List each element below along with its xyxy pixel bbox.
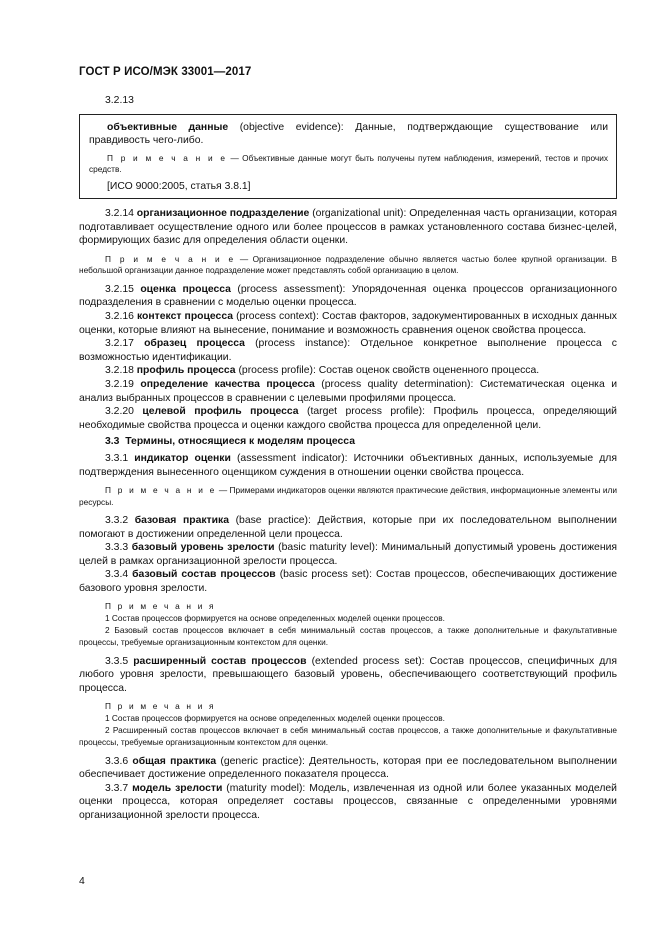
term-name: целевой профиль процесса bbox=[142, 406, 299, 418]
note-label: П р и м е ч а н и е bbox=[107, 152, 228, 163]
term-name: профиль процесса bbox=[136, 365, 236, 377]
term-name: общая практика bbox=[132, 755, 217, 767]
term-entry bbox=[79, 782, 617, 823]
term-number: 3.3.4 bbox=[105, 569, 133, 581]
term-definition: (process assessment): Упорядоченная оценка процессов организационного подразделения в сравнении с моделью оценки процесса. bbox=[79, 283, 617, 309]
term-number: 3.3.6 bbox=[105, 755, 133, 767]
term-note bbox=[89, 153, 608, 176]
term-name: контекст процесса bbox=[136, 310, 234, 322]
notes-block bbox=[79, 601, 617, 648]
term-entry bbox=[79, 541, 617, 568]
term-entry bbox=[79, 310, 617, 337]
term-entry bbox=[79, 337, 617, 364]
term-definition: (process instance): Отдельное конкретное выполнение процесса с возможностью идентификации. bbox=[79, 338, 617, 363]
document-body bbox=[79, 94, 617, 823]
note-text: — Объективные данные могут быть получены путем наблюдения, измерений, тестов и прочих средств. bbox=[89, 152, 608, 175]
term-definition: (base practice): Действия, которые при их последовательном выполнении помогают в достижении определенной цели процесса. bbox=[79, 514, 617, 540]
note-item: 2 Расширенный состав процессов включает в себя минимальный состав процессов, а также дополнительные и факультативные процессы, требуемые организационным контекстом для оценки. bbox=[79, 725, 617, 747]
term-definition: (organizational unit): Определенная часть организации, которая подготавливает осуществление одного или более процессов в рамках установленного состава бизнес-целей, формирующих базис для определения области оценки. bbox=[79, 208, 617, 247]
term-number: 3.2.18 bbox=[105, 365, 137, 377]
term-name: расширенный состав процессов bbox=[133, 655, 307, 667]
term-number: 3.2.17 bbox=[105, 338, 145, 350]
term-entry bbox=[79, 378, 617, 405]
term-number: 3.2.13 bbox=[105, 95, 134, 106]
term-entry bbox=[79, 405, 617, 432]
term-number: 3.2.16 bbox=[105, 310, 137, 322]
note-text: — Примерами индикаторов оценки являются практические действия, информационные элементы или ресурсы. bbox=[79, 485, 617, 507]
term-entry bbox=[79, 655, 617, 696]
notes-block bbox=[79, 701, 617, 748]
term-name: оценка процесса bbox=[140, 283, 231, 295]
term-entry bbox=[79, 364, 617, 378]
section-heading: 3.3 Термины, относящиеся к моделям процесса bbox=[105, 436, 355, 448]
term-name: индикатор оценки bbox=[134, 452, 231, 464]
term-number: 3.3.1 bbox=[105, 452, 135, 464]
page-number: 4 bbox=[79, 876, 85, 887]
notes-label: П р и м е ч а н и я bbox=[105, 701, 216, 712]
term-name: базовый уровень зрелости bbox=[131, 542, 275, 554]
term-definition: (process quality determination): Систематическая оценка и анализ выбранных процессов в сравнении с целевыми профилями процесса. bbox=[79, 378, 618, 404]
term-name: организационное подразделение bbox=[136, 208, 310, 220]
term-number: 3.2.14 bbox=[105, 208, 137, 220]
term-definition: (basic maturity level): Минимальный допустимый уровень достижения целей в рамках организационной зрелости процесса. bbox=[79, 542, 618, 567]
term-name: базовый состав процессов bbox=[132, 569, 276, 581]
term-entry bbox=[79, 283, 617, 310]
term-number: 3.3.5 bbox=[105, 655, 134, 667]
term-number: 3.3.3 bbox=[105, 542, 132, 554]
term-entry bbox=[89, 121, 608, 148]
term-entry bbox=[79, 568, 617, 595]
term-number: 3.2.20 bbox=[105, 406, 143, 418]
term-definition: (process context): Состав факторов, задокументированных в исходных данных оценки, которые влияют на вынесение, понимание и возможность сравнения оценок свойства процесса. bbox=[79, 310, 617, 336]
document-header: ГОСТ Р ИСО/МЭК 33001—2017 bbox=[79, 66, 252, 78]
term-name: образец процесса bbox=[144, 338, 245, 350]
note-text: — Организационное подразделение обычно является частью более крупной организации. В небольшой организации данное подразделение может представлять собой организацию в целом. bbox=[79, 253, 617, 276]
term-note bbox=[79, 254, 617, 277]
term-number: 3.3.2 bbox=[105, 514, 135, 526]
term-definition: (objective evidence): Данные, подтверждающие существование или правдивость чего-либо. bbox=[89, 121, 608, 147]
term-number: 3.3.7 bbox=[105, 782, 133, 794]
term-name: объективные данные bbox=[107, 121, 229, 133]
term-definition: (process profile): Состав оценок свойств оцененного процесса. bbox=[235, 365, 540, 377]
term-entry bbox=[79, 207, 617, 248]
notes-label: П р и м е ч а н и я bbox=[105, 601, 216, 612]
term-reference: [ИСО 9000:2005, статья 3.8.1] bbox=[107, 180, 251, 192]
term-definition: (target process profile): Профиль процесса, определяющий необходимые свойства процесса и оценки каждого свойства процесса для определенной цели. bbox=[79, 406, 617, 431]
term-entry bbox=[79, 452, 617, 479]
term-definition: (assessment indicator): Источники объективных данных, используемые для подтверждения вынесенного оценщиком суждения в отношении оценки свойства процесса. bbox=[79, 452, 617, 478]
term-definition: (generic practice): Деятельность, которая при ее последовательном выполнении обеспечивает достижение определенного показателя процесса. bbox=[79, 755, 618, 781]
note-item: 1 Состав процессов формируется на основе определенных моделей оценки процессов. bbox=[105, 613, 445, 624]
note-label: П р и м е ч а н и е bbox=[105, 485, 217, 496]
term-name: модель зрелости bbox=[132, 782, 223, 794]
term-definition: (maturity model): Модель, извлеченная из одной или более указанных моделей оценки процесса, которая определяет составы процессов, связанные с определенными уровнями организационной зрелости процесса. bbox=[79, 782, 617, 821]
term-box bbox=[79, 114, 617, 200]
note-item: 1 Состав процессов формируется на основе определенных моделей оценки процессов. bbox=[105, 713, 445, 724]
term-entry bbox=[79, 514, 617, 541]
term-name: базовая практика bbox=[134, 514, 230, 526]
note-item: 2 Базовый состав процессов включает в себя минимальный состав процессов, а также дополнительные и факультативные процессы, требуемые организационным контекстом для оценки. bbox=[79, 625, 617, 647]
term-number: 3.2.15 bbox=[105, 283, 141, 295]
term-note bbox=[79, 485, 617, 508]
term-number: 3.2.19 bbox=[105, 378, 141, 390]
term-definition: (extended process set): Состав процессов, специфичных для любого уровня зрелости, превышающего базовый уровень, обеспечивающего соответствующий профиль процесса. bbox=[79, 655, 617, 694]
term-name: определение качества процесса bbox=[140, 378, 315, 390]
note-label: П р и м е ч а н и е bbox=[105, 253, 236, 264]
term-entry bbox=[79, 755, 617, 782]
term-definition: (basic process set): Состав процессов, обеспечивающих достижение базового уровня зрелости. bbox=[79, 569, 617, 594]
